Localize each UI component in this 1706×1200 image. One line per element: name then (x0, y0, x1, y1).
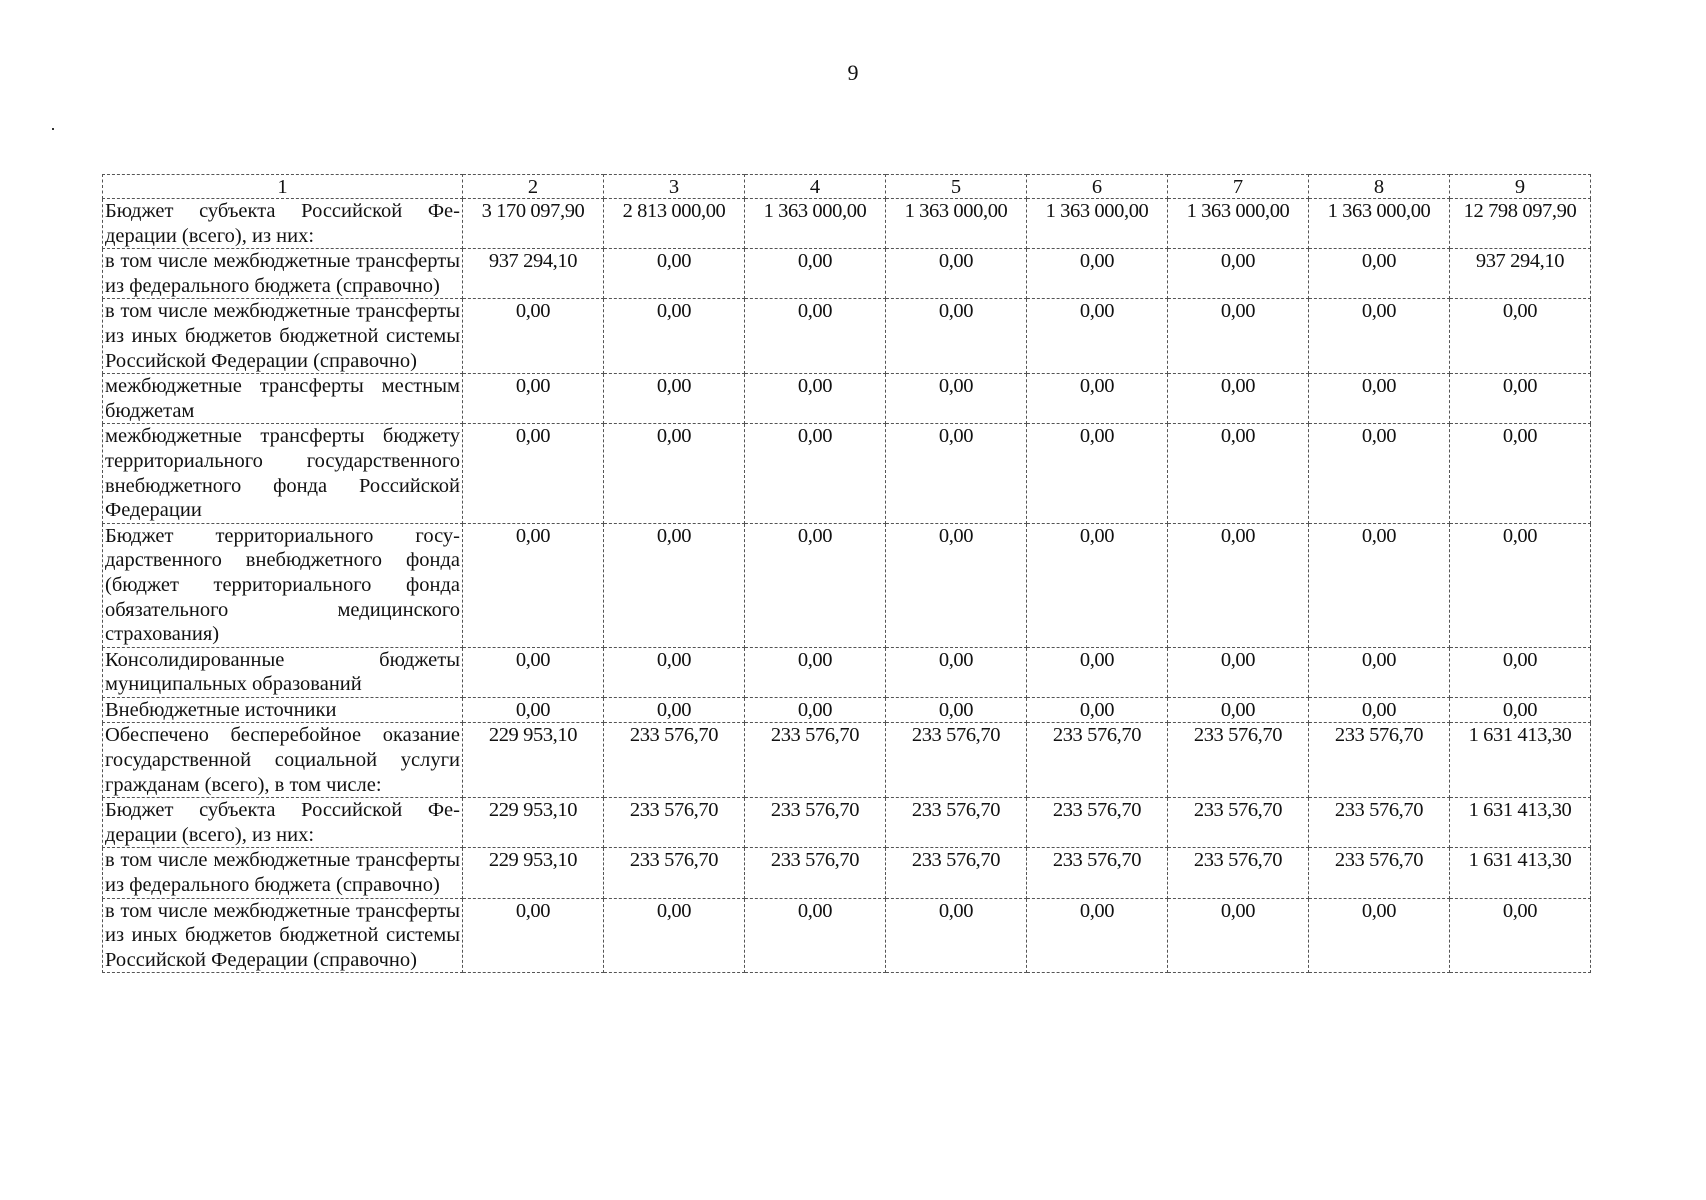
value-cell: 233 576,70 (1027, 798, 1168, 848)
value-cell: 0,00 (886, 299, 1027, 374)
value-cell: 229 953,10 (463, 723, 604, 798)
budget-table (102, 174, 1591, 973)
value-cell: 0,00 (1309, 697, 1450, 723)
value-cell: 0,00 (1168, 299, 1309, 374)
value-cell: 1 631 413,30 (1450, 848, 1591, 898)
value-cell: 233 576,70 (1027, 723, 1168, 798)
value-cell: 233 576,70 (745, 848, 886, 898)
value-cell: 0,00 (1027, 249, 1168, 299)
column-number: 2 (463, 175, 604, 199)
value-cell: 229 953,10 (463, 798, 604, 848)
value-cell: 0,00 (745, 898, 886, 973)
value-cell: 0,00 (886, 697, 1027, 723)
value-cell: 233 576,70 (1309, 723, 1450, 798)
value-cell: 937 294,10 (463, 249, 604, 299)
value-cell: 0,00 (886, 523, 1027, 647)
value-cell: 0,00 (1309, 523, 1450, 647)
value-cell: 0,00 (463, 374, 604, 424)
table-row (103, 723, 1591, 798)
column-number: 6 (1027, 175, 1168, 199)
row-label: межбюджетные трансферты бюджету территориального государственного внебюджетного фонда Российской Федерации (103, 424, 463, 523)
value-cell: 233 576,70 (1168, 723, 1309, 798)
scan-speck (52, 128, 54, 130)
value-cell: 0,00 (1168, 898, 1309, 973)
value-cell: 0,00 (1168, 374, 1309, 424)
value-cell: 0,00 (745, 647, 886, 697)
value-cell: 233 576,70 (1168, 798, 1309, 848)
value-cell: 0,00 (1168, 523, 1309, 647)
value-cell: 1 363 000,00 (886, 199, 1027, 249)
row-label: Обеспечено бесперебойное оказание государственной социальной услуги гражданам (всего), в том числе: (103, 723, 463, 798)
value-cell: 229 953,10 (463, 848, 604, 898)
row-label: Бюджет субъекта Российской Федерации (всего), из них: (103, 798, 463, 848)
value-cell: 12 798 097,90 (1450, 199, 1591, 249)
value-cell: 0,00 (745, 424, 886, 523)
value-cell: 0,00 (1450, 299, 1591, 374)
value-cell: 233 576,70 (604, 848, 745, 898)
value-cell: 0,00 (1168, 647, 1309, 697)
value-cell: 0,00 (1027, 523, 1168, 647)
value-cell: 1 631 413,30 (1450, 798, 1591, 848)
value-cell: 233 576,70 (745, 798, 886, 848)
value-cell: 0,00 (1450, 424, 1591, 523)
value-cell: 233 576,70 (886, 798, 1027, 848)
value-cell: 0,00 (1027, 374, 1168, 424)
budget-table-body (103, 175, 1591, 973)
value-cell: 0,00 (1450, 697, 1591, 723)
value-cell: 0,00 (886, 898, 1027, 973)
page-number: 9 (847, 60, 859, 85)
row-label: в том числе межбюджетные трансферты из иных бюджетов бюджетной системы Российской Федерации (справочно) (103, 299, 463, 374)
value-cell: 0,00 (1027, 299, 1168, 374)
table-row (103, 523, 1591, 647)
row-label: в том числе межбюджетные трансферты из федерального бюджета (справочно) (103, 848, 463, 898)
table-row (103, 647, 1591, 697)
value-cell: 0,00 (1309, 424, 1450, 523)
table-row (103, 697, 1591, 723)
value-cell: 0,00 (745, 523, 886, 647)
value-cell: 0,00 (604, 249, 745, 299)
value-cell: 2 813 000,00 (604, 199, 745, 249)
column-number: 8 (1309, 175, 1450, 199)
value-cell: 0,00 (745, 374, 886, 424)
row-label: в том числе межбюджетные трансферты из федерального бюджета (справочно) (103, 249, 463, 299)
value-cell: 937 294,10 (1450, 249, 1591, 299)
table-row (103, 424, 1591, 523)
table-row (103, 199, 1591, 249)
value-cell: 0,00 (463, 697, 604, 723)
value-cell: 0,00 (886, 424, 1027, 523)
value-cell: 0,00 (1027, 647, 1168, 697)
value-cell: 0,00 (1027, 898, 1168, 973)
row-label: в том числе межбюджетные трансферты из иных бюджетов бюджетной системы Российской Федерации (справочно) (103, 898, 463, 973)
value-cell: 1 363 000,00 (1027, 199, 1168, 249)
value-cell: 0,00 (604, 647, 745, 697)
value-cell: 0,00 (1168, 249, 1309, 299)
value-cell: 0,00 (463, 647, 604, 697)
value-cell: 233 576,70 (604, 798, 745, 848)
value-cell: 1 363 000,00 (745, 199, 886, 249)
value-cell: 0,00 (604, 299, 745, 374)
value-cell: 0,00 (604, 523, 745, 647)
value-cell: 0,00 (1450, 523, 1591, 647)
value-cell: 0,00 (1309, 647, 1450, 697)
row-label: Внебюджетные источники (103, 697, 463, 723)
value-cell: 233 576,70 (745, 723, 886, 798)
value-cell: 0,00 (463, 523, 604, 647)
value-cell: 0,00 (1309, 374, 1450, 424)
value-cell: 1 631 413,30 (1450, 723, 1591, 798)
value-cell: 233 576,70 (1027, 848, 1168, 898)
table-row (103, 798, 1591, 848)
value-cell: 0,00 (886, 374, 1027, 424)
value-cell: 0,00 (1309, 249, 1450, 299)
value-cell: 0,00 (463, 898, 604, 973)
value-cell: 0,00 (1027, 424, 1168, 523)
value-cell: 0,00 (745, 249, 886, 299)
value-cell: 0,00 (604, 697, 745, 723)
value-cell: 0,00 (1168, 697, 1309, 723)
value-cell: 233 576,70 (604, 723, 745, 798)
value-cell: 0,00 (604, 374, 745, 424)
value-cell: 0,00 (886, 647, 1027, 697)
table-row (103, 374, 1591, 424)
column-number: 1 (103, 175, 463, 199)
value-cell: 3 170 097,90 (463, 199, 604, 249)
row-label: межбюджетные трансферты местным бюджетам (103, 374, 463, 424)
column-number: 7 (1168, 175, 1309, 199)
column-number-row (103, 175, 1591, 199)
column-number: 4 (745, 175, 886, 199)
value-cell: 0,00 (1450, 647, 1591, 697)
column-number: 9 (1450, 175, 1591, 199)
value-cell: 0,00 (1450, 374, 1591, 424)
value-cell: 0,00 (463, 299, 604, 374)
table-row (103, 898, 1591, 973)
value-cell: 0,00 (604, 424, 745, 523)
value-cell: 0,00 (886, 249, 1027, 299)
value-cell: 0,00 (604, 898, 745, 973)
table-row (103, 249, 1591, 299)
value-cell: 0,00 (1168, 424, 1309, 523)
value-cell: 233 576,70 (886, 848, 1027, 898)
column-number: 3 (604, 175, 745, 199)
row-label: Консолидированные бюджеты муниципальных образований (103, 647, 463, 697)
table-row (103, 299, 1591, 374)
value-cell: 0,00 (1027, 697, 1168, 723)
row-label: Бюджет субъекта Российской Федерации (всего), из них: (103, 199, 463, 249)
row-label: Бюджет территориального государственного внебюджетного фонда (бюджет территориального фонда обязательного медицинского страхования) (103, 523, 463, 647)
value-cell: 0,00 (745, 697, 886, 723)
value-cell: 0,00 (745, 299, 886, 374)
value-cell: 233 576,70 (1168, 848, 1309, 898)
value-cell: 233 576,70 (1309, 848, 1450, 898)
value-cell: 1 363 000,00 (1309, 199, 1450, 249)
value-cell: 0,00 (1450, 898, 1591, 973)
table-row (103, 848, 1591, 898)
value-cell: 0,00 (1309, 299, 1450, 374)
value-cell: 233 576,70 (1309, 798, 1450, 848)
value-cell: 233 576,70 (886, 723, 1027, 798)
value-cell: 0,00 (1309, 898, 1450, 973)
value-cell: 0,00 (463, 424, 604, 523)
value-cell: 1 363 000,00 (1168, 199, 1309, 249)
column-number: 5 (886, 175, 1027, 199)
